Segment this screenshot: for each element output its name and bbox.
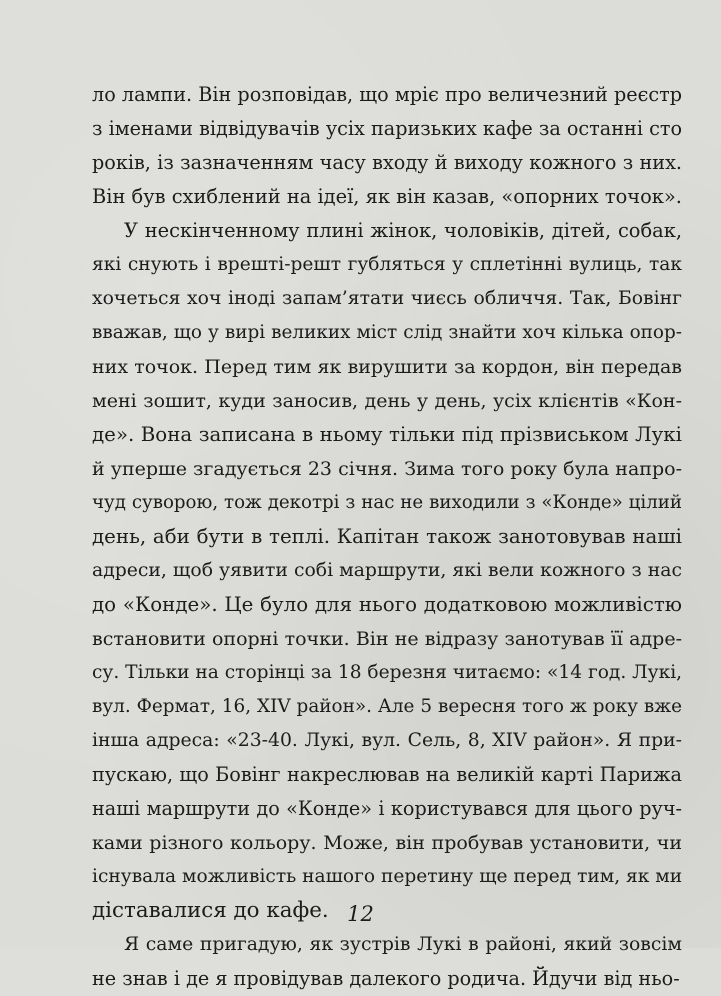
text-line: хочеться хоч іноді запам’ятати чиєсь обличчя. Так, Бовінг [92, 288, 682, 309]
paragraph [92, 214, 682, 928]
text-line: них точок. Перед тим як вирушити за кордон, він передав [92, 356, 682, 378]
text-line: не знав і де я провідував далекого родича. Йдучи від ньо- [92, 967, 680, 990]
text-line: день, аби бути в теплі. Капітан також занотовував наші [92, 525, 682, 548]
text-line: до «Конде». Це було для нього додатковою можливістю [92, 593, 682, 616]
text-line: з іменами відвідувачів усіх паризьких кафе за останні сто [92, 117, 682, 140]
text-line: пускаю, що Бовінг накреслював на великій карті Парижа [92, 763, 682, 786]
paragraph [92, 78, 682, 214]
text-line: су. Тільки на сторінці за 18 березня читаємо: «14 год. Лукі, [92, 662, 683, 683]
text-line: Він був схиблений на ідеї, як він казав, «опорних точок». [92, 185, 682, 208]
text-line: вважав, що у вирі великих міст слід знайти хоч кілька опор- [92, 322, 682, 343]
text-line: Я саме пригадую, як зустрів Лукі в районі, який зовсім [124, 934, 682, 955]
text-line: років, із зазначенням часу входу й виходу кожного з них. [92, 151, 682, 174]
text-line: мені зошит, куди заносив, день у день, усіх клієнтів «Кон- [92, 390, 682, 412]
text-line: адреси, щоб уявити собі маршрути, які вели кожного з нас [92, 560, 682, 581]
text-line: інша адреса: «23-40. Лукі, вул. Сель, 8, XIV район». Я при- [92, 730, 682, 751]
page-number: 12 [347, 902, 374, 926]
text-line: діставалися до кафе. [92, 898, 329, 923]
text-line: ло лампи. Він розповідав, що мріє про величезний реєстр [92, 83, 682, 106]
text-line: наші маршрути до «Конде» і користувався для цього руч- [92, 797, 682, 820]
text-line: встановити опорні точки. Він не відразу занотував її адре- [92, 628, 682, 650]
text-line: вул. Фермат, 16, XIV район». Але 5 вересня того ж року вже [92, 696, 682, 717]
text-line: й уперше згадується 23 січня. Зима того року була напро- [92, 458, 682, 480]
text-line: де». Вона записана в ньому тільки під прізвиськом Лукі [92, 423, 682, 446]
text-line: існувала можливість нашого перетину ще перед тим, як ми [92, 866, 683, 887]
text-line: У нескінченному плині жінок, чоловіків, дітей, собак, [124, 219, 682, 242]
text-line: ками різного кольору. Може, він пробував установити, чи [92, 832, 682, 854]
body-text [92, 78, 682, 996]
text-line: чуд суворою, тож декотрі з нас не виходили з «Конде» цілий [92, 492, 682, 513]
paragraph [92, 928, 682, 996]
text-line: які снують і врешті-решт губляться у сплетінні вулиць, так [92, 254, 682, 275]
